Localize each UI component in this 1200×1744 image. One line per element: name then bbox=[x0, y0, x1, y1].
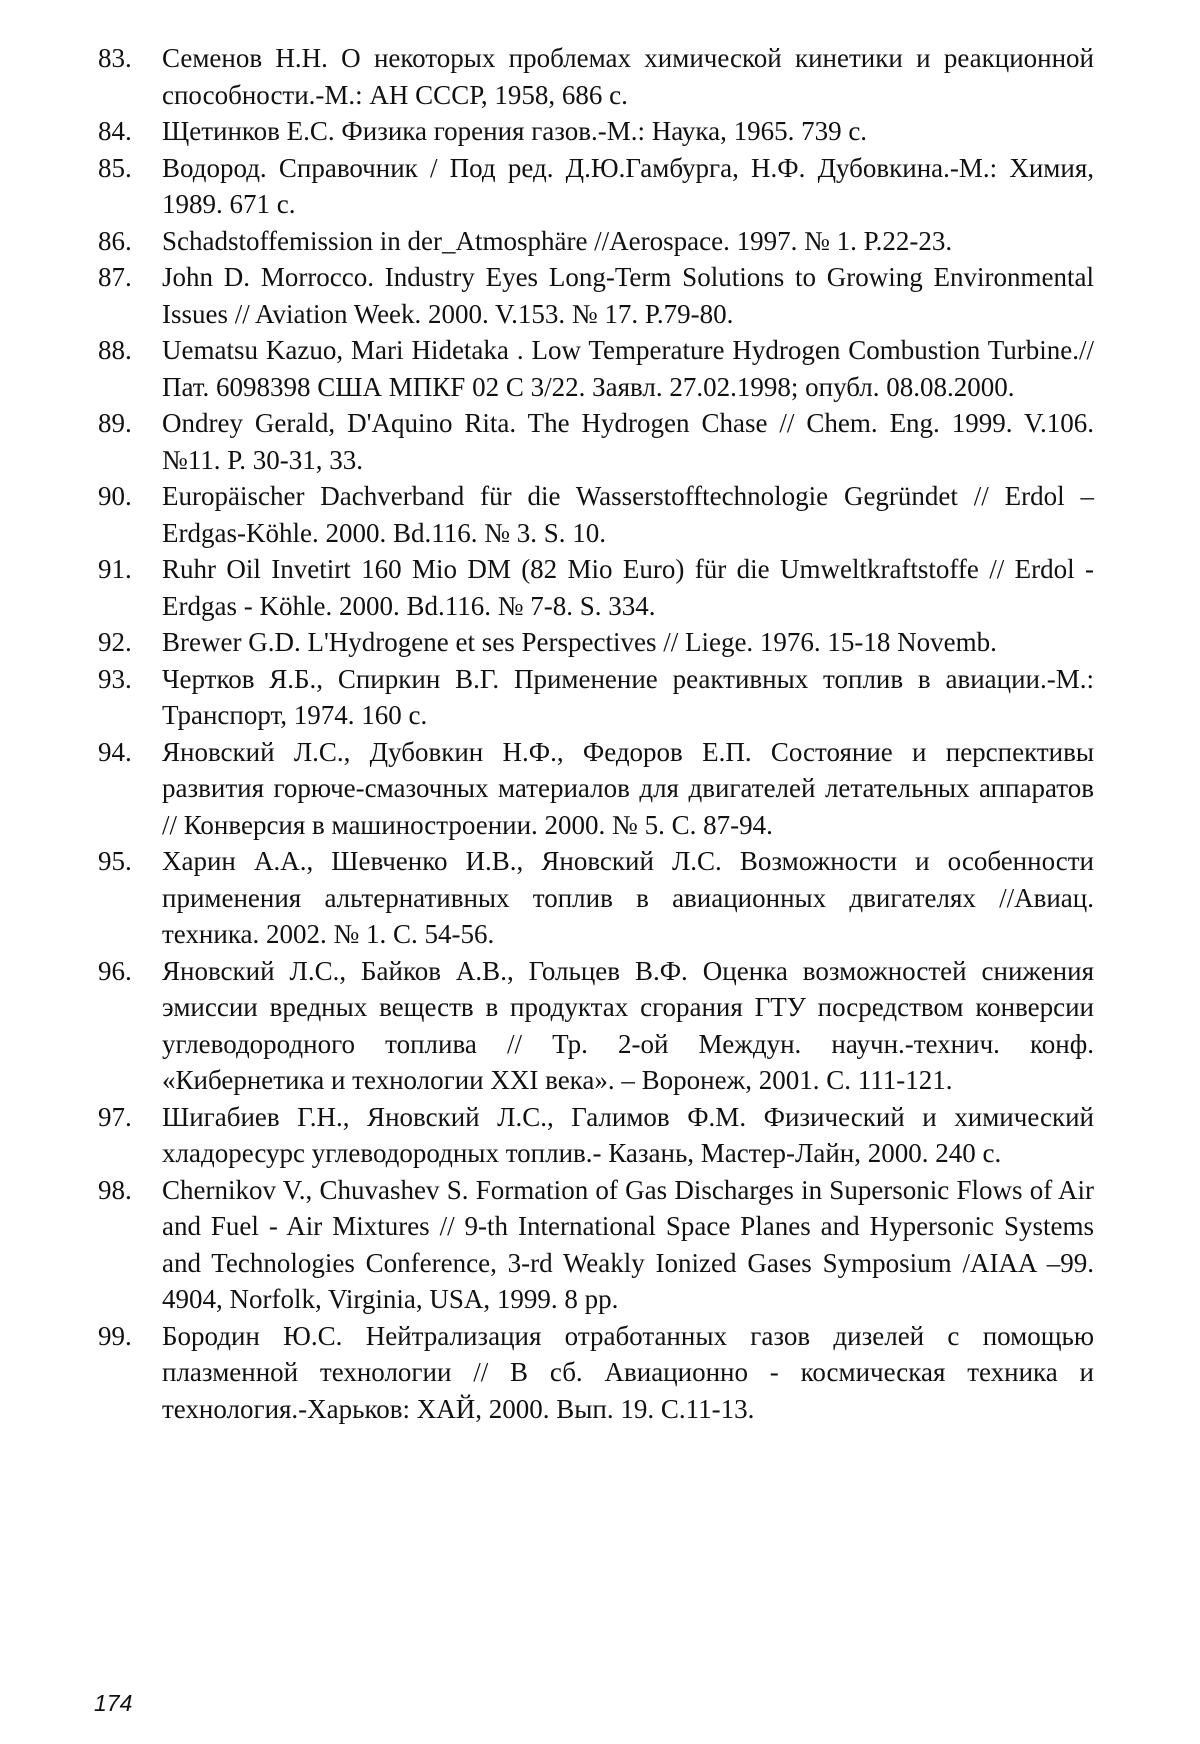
reference-number: 86. bbox=[98, 223, 162, 260]
reference-number: 99. bbox=[98, 1318, 162, 1355]
reference-item-97 bbox=[98, 1099, 1094, 1172]
reference-item-85 bbox=[98, 150, 1094, 223]
reference-number: 90. bbox=[98, 478, 162, 515]
reference-item-92 bbox=[98, 624, 1094, 661]
reference-number: 84. bbox=[98, 113, 162, 150]
reference-text: Ondrey Gerald, D'Aquino Rita. The Hydrogen Chase // Chem. Eng. 1999. V.106. №11. P. 30-31, 33. bbox=[162, 405, 1094, 478]
reference-text: Шигабиев Г.Н., Яновский Л.С., Галимов Ф.М. Физический и химический хладоресурс углеводородных топлив.- Казань, Мастер-Лайн, 2000. 240 с. bbox=[162, 1099, 1094, 1172]
reference-item-91 bbox=[98, 551, 1094, 624]
reference-item-90 bbox=[98, 478, 1094, 551]
reference-item-89 bbox=[98, 405, 1094, 478]
reference-text: Чертков Я.Б., Спиркин В.Г. Применение реактивных топлив в авиации.-М.: Транспорт, 1974. 160 с. bbox=[162, 661, 1094, 734]
document-page bbox=[0, 0, 1200, 1744]
reference-text: Яновский Л.С., Дубовкин Н.Ф., Федоров Е.П. Состояние и перспективы развития горюче-смазочных материалов для двигателей летательных аппаратов // Конверсия в машиностроении. 2000. № 5. С. 87-94. bbox=[162, 734, 1094, 844]
reference-text: Семенов Н.Н. О некоторых проблемах химической кинетики и реакционной способности.-М.: АН СССР, 1958, 686 с. bbox=[162, 40, 1094, 113]
reference-item-83 bbox=[98, 40, 1094, 113]
reference-item-94 bbox=[98, 734, 1094, 844]
reference-text: Щетинков Е.С. Физика горения газов.-М.: Наука, 1965. 739 с. bbox=[162, 113, 1094, 150]
reference-item-99 bbox=[98, 1318, 1094, 1428]
reference-text: Brewer G.D. L'Hydrogene et ses Perspectives // Liege. 1976. 15-18 Novemb. bbox=[162, 624, 1094, 661]
reference-number: 89. bbox=[98, 405, 162, 442]
page-number: 174 bbox=[94, 1690, 132, 1717]
reference-text: Бородин Ю.С. Нейтрализация отработанных газов дизелей с помощью плазменной технологии // В сб. Авиационно - космическая техника и технология.-Харьков: ХАЙ, 2000. Вып. 19. С.11-13. bbox=[162, 1318, 1094, 1428]
reference-number: 97. bbox=[98, 1099, 162, 1136]
reference-item-86 bbox=[98, 223, 1094, 260]
reference-text: Харин А.А., Шевченко И.В., Яновский Л.С. Возможности и особенности применения альтернативных топлив в авиационных двигателях //Авиац. техника. 2002. № 1. С. 54-56. bbox=[162, 843, 1094, 953]
reference-text: Водород. Справочник / Под ред. Д.Ю.Гамбурга, Н.Ф. Дубовкина.-М.: Химия, 1989. 671 с. bbox=[162, 150, 1094, 223]
reference-item-93 bbox=[98, 661, 1094, 734]
reference-item-96 bbox=[98, 953, 1094, 1099]
reference-text: Chernikov V., Chuvashev S. Formation of Gas Discharges in Supersonic Flows of Air and Fuel - Air Mixtures // 9-th International Space Planes and Hypersonic Systems and Technologies Conference, 3-rd Weakly Ionized Gases Symposium /AIAA –99. 4904, Norfolk, Virginia, USA, 1999. 8 pp. bbox=[162, 1172, 1094, 1318]
reference-item-84 bbox=[98, 113, 1094, 150]
reference-item-95 bbox=[98, 843, 1094, 953]
reference-text: Schadstoffemission in der_Atmosphäre //Aerospace. 1997. № 1. P.22-23. bbox=[162, 223, 1094, 260]
reference-number: 94. bbox=[98, 734, 162, 771]
reference-text: Europäischer Dachverband für die Wasserstofftechnologie Gegründet // Erdol –Erdgas-Köhle. 2000. Bd.116. № 3. S. 10. bbox=[162, 478, 1094, 551]
reference-number: 96. bbox=[98, 953, 162, 990]
reference-text: Яновский Л.С., Байков А.В., Гольцев В.Ф. Оценка возможностей снижения эмиссии вредных веществ в продуктах сгорания ГТУ посредством конверсии углеводородного топлива // Тр. 2-ой Междун. научн.-технич. конф. «Кибернетика и технологии XXI века». – Воронеж, 2001. С. 111-121. bbox=[162, 953, 1094, 1099]
reference-item-87 bbox=[98, 259, 1094, 332]
reference-item-88 bbox=[98, 332, 1094, 405]
reference-item-98 bbox=[98, 1172, 1094, 1318]
reference-number: 91. bbox=[98, 551, 162, 588]
reference-list bbox=[98, 40, 1094, 1427]
reference-text: Uematsu Kazuo, Mari Hidetaka . Low Temperature Hydrogen Combustion Turbine.// Пат. 6098398 США МПКF 02 С 3/22. Заявл. 27.02.1998; опубл. 08.08.2000. bbox=[162, 332, 1094, 405]
reference-text: Ruhr Oil Invetirt 160 Mio DM (82 Mio Euro) für die Umweltkraftstoffe // Erdol -Erdgas - Köhle. 2000. Bd.116. № 7-8. S. 334. bbox=[162, 551, 1094, 624]
reference-number: 87. bbox=[98, 259, 162, 296]
reference-number: 95. bbox=[98, 843, 162, 880]
reference-number: 92. bbox=[98, 624, 162, 661]
reference-number: 83. bbox=[98, 40, 162, 77]
reference-text: John D. Morrocco. Industry Eyes Long-Term Solutions to Growing Environmental Issues // Aviation Week. 2000. V.153. № 17. P.79-80. bbox=[162, 259, 1094, 332]
reference-number: 98. bbox=[98, 1172, 162, 1209]
reference-number: 85. bbox=[98, 150, 162, 187]
reference-number: 88. bbox=[98, 332, 162, 369]
reference-number: 93. bbox=[98, 661, 162, 698]
